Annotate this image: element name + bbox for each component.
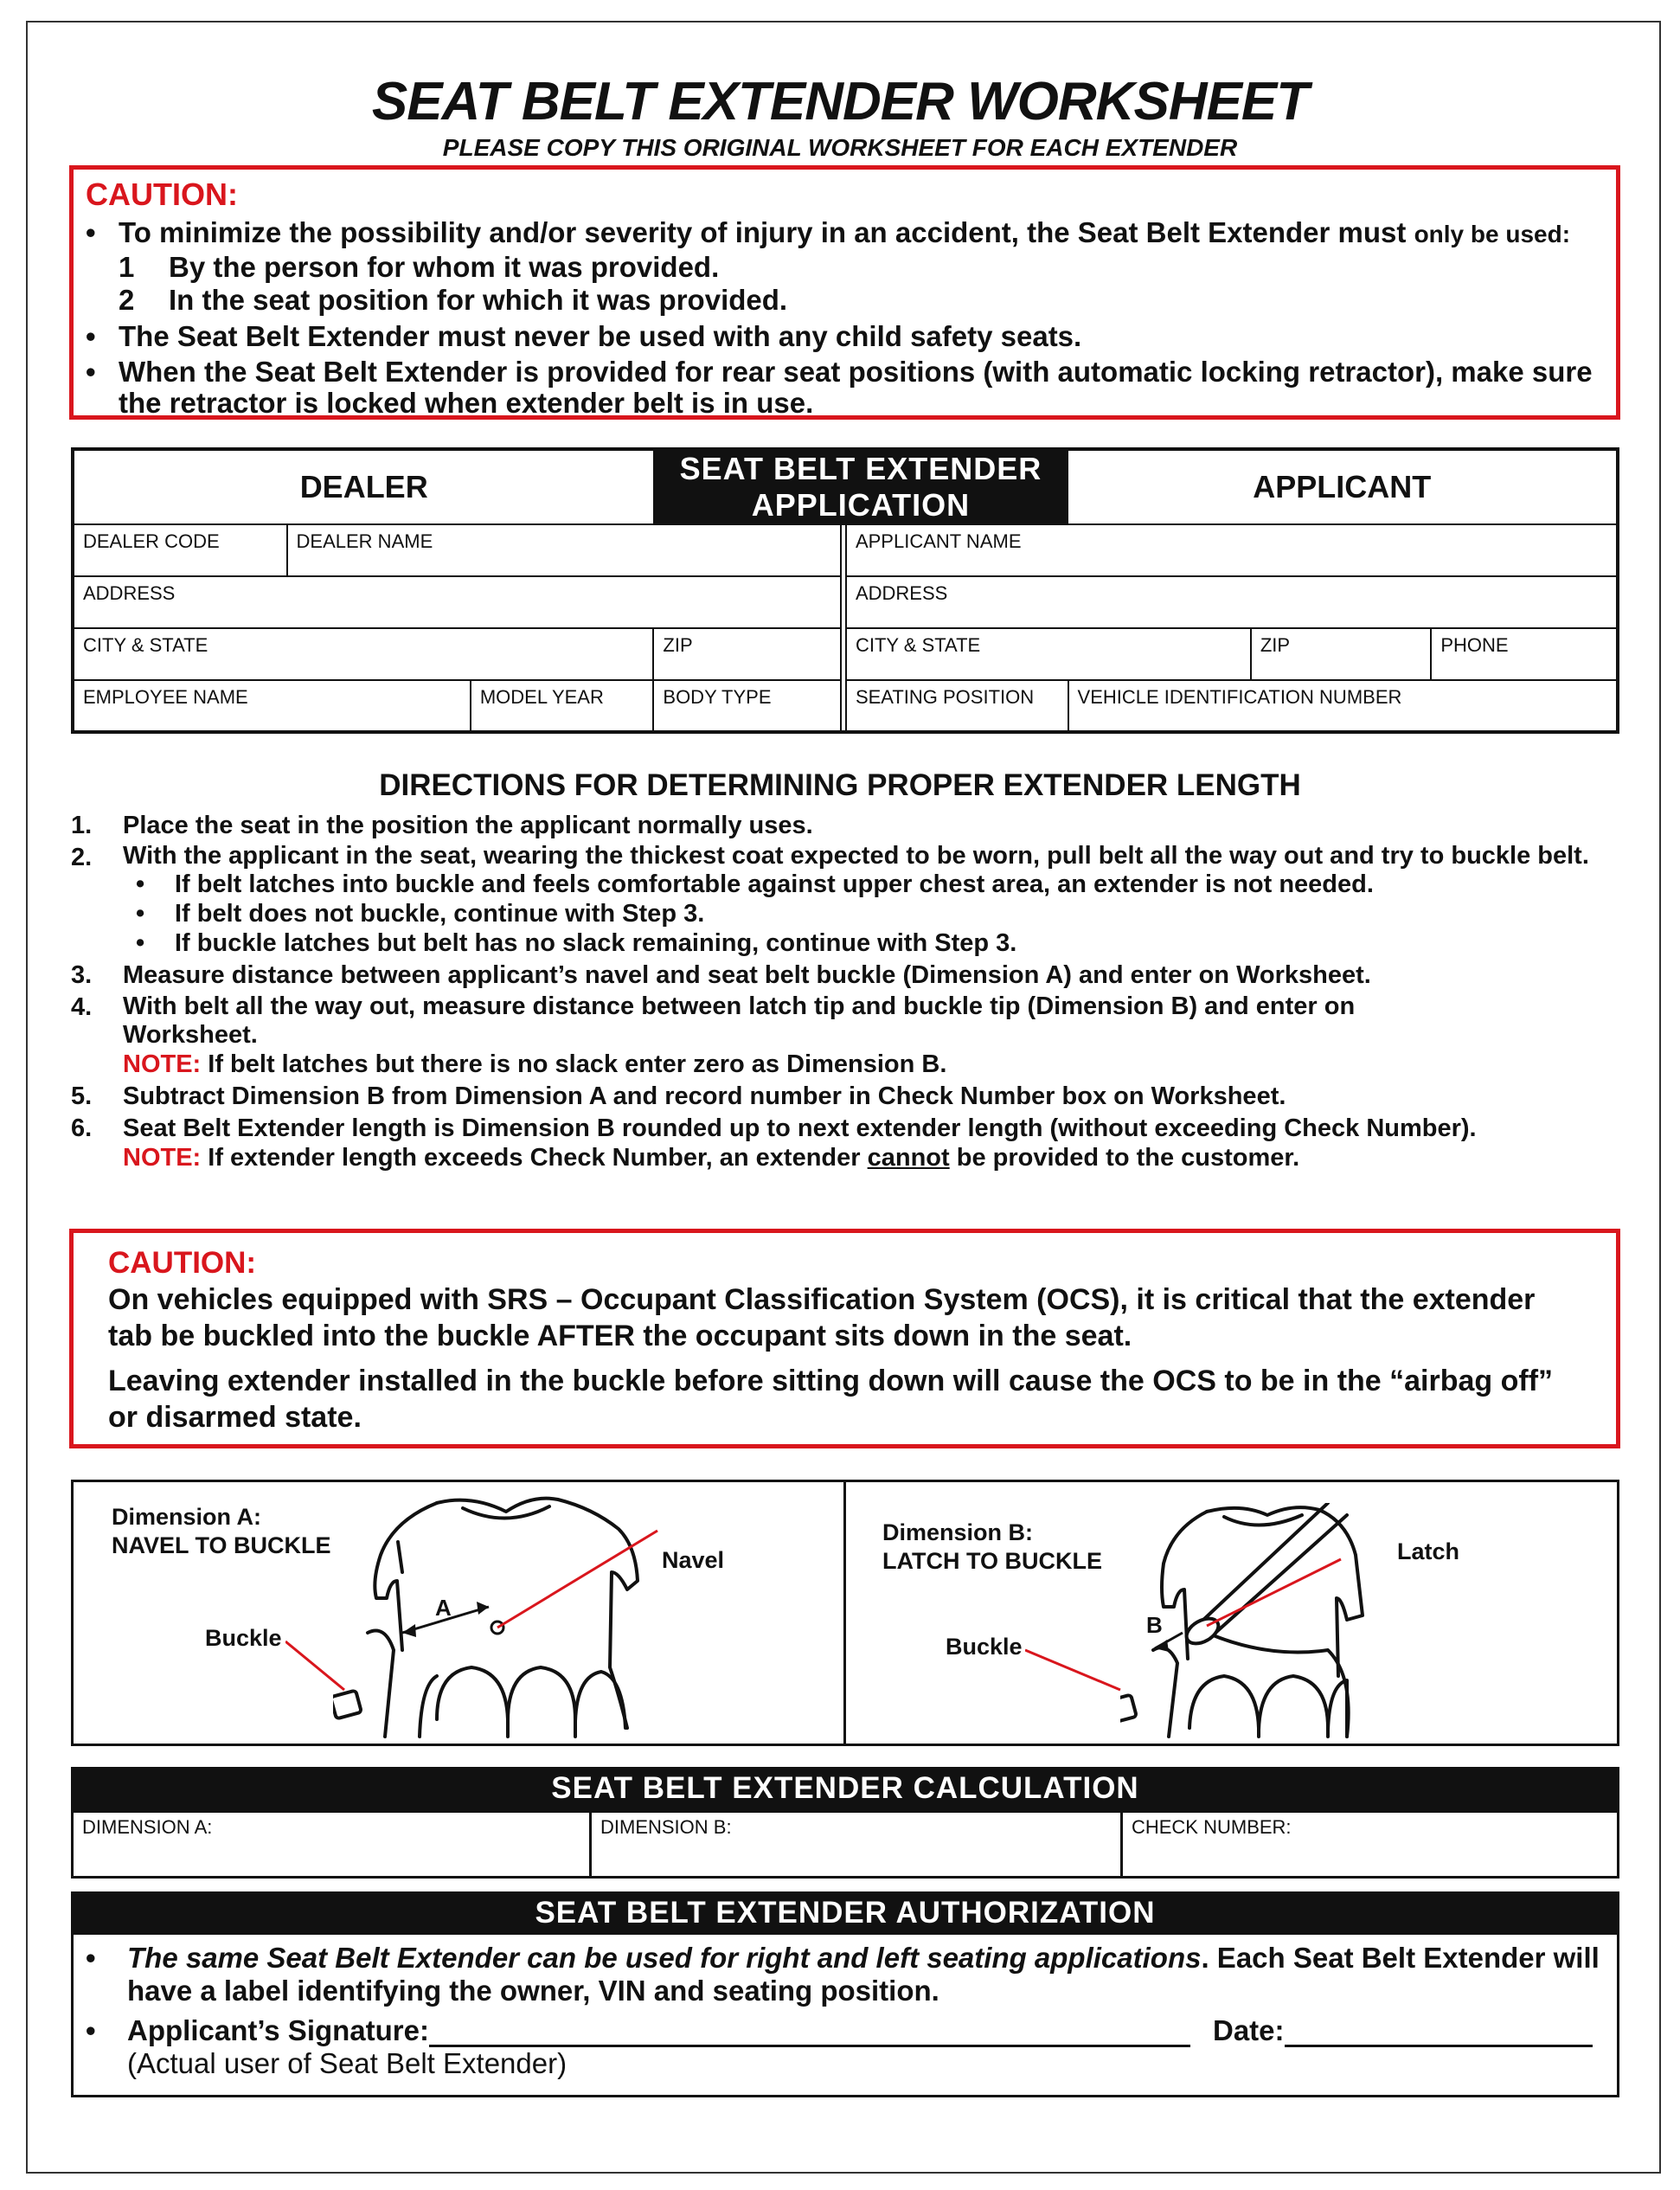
- applicant-zip-field[interactable]: ZIP: [1251, 628, 1431, 680]
- direction-step-4-note: NOTE: If belt latches but there is no slack enter zero as Dimension B.: [123, 1050, 947, 1078]
- applicant-header: APPLICANT: [1068, 449, 1618, 524]
- signature-row: • Applicant’s Signature: Date:: [86, 2014, 1605, 2047]
- directions-heading: DIRECTIONS FOR DETERMINING PROPER EXTENDER LENGTH: [379, 768, 1301, 802]
- check-number-field[interactable]: CHECK NUMBER:: [1121, 1812, 1618, 1878]
- authorization-box: [71, 1935, 1619, 2097]
- direction-step-6-note: NOTE: If extender length exceeds Check Number, an extender cannot be provided to the customer.: [123, 1144, 1300, 1172]
- body-type-field[interactable]: BODY TYPE: [653, 680, 841, 732]
- torso-latch-illustration: [1120, 1503, 1414, 1745]
- calculation-header: SEAT BELT EXTENDER CALCULATION: [71, 1767, 1619, 1810]
- navel-label: Navel: [662, 1547, 725, 1573]
- direction-step-5: 5. Subtract Dimension B from Dimension A and record number in Check Number box on Worksheet.: [71, 1082, 1286, 1110]
- direction-bullet-2b: • If belt does not buckle, continue with Step 3.: [136, 900, 705, 928]
- date-line[interactable]: [1285, 2015, 1593, 2047]
- date-label: Date:: [1212, 2014, 1285, 2046]
- direction-bullet-2c: • If buckle latches but belt has no slack remaining, continue with Step 3.: [136, 929, 1017, 957]
- applicant-city-state-field[interactable]: CITY & STATE: [846, 628, 1251, 680]
- direction-step-6: 6. Seat Belt Extender length is Dimension B rounded up to next extender length (without exceeding Check Number).: [71, 1114, 1477, 1142]
- direction-step-2: 2. With the applicant in the seat, wearing the thickest coat expected to be worn, pull belt all the way out and try to buckle belt.: [71, 842, 1589, 871]
- caution-bullet-3: • When the Seat Belt Extender is provided for rear seat positions (with automatic locking retractor), make sure the retractor is locked when extender belt is in use.: [86, 356, 1593, 419]
- caution-box-ocs: [69, 1229, 1620, 1448]
- applicant-phone-field[interactable]: PHONE: [1431, 628, 1618, 680]
- latch-label: Latch: [1397, 1538, 1460, 1564]
- signature-line[interactable]: [429, 2015, 1190, 2047]
- caution-box-top: [69, 165, 1620, 420]
- directions-list: [71, 811, 1619, 1172]
- authorization-statement: • The same Seat Belt Extender can be used for right and left seating applications. Each Seat Belt Extender will have a label identifying the owner, VIN and seating position.: [86, 1942, 1600, 2007]
- bullet-icon: •: [86, 356, 96, 388]
- buckle-pointer-b: [1025, 1647, 1129, 1699]
- dimension-a-letter: A: [435, 1595, 452, 1621]
- caution-heading: CAUTION:: [86, 177, 238, 212]
- dealer-zip-field[interactable]: ZIP: [653, 628, 841, 680]
- caution-ocs-paragraph-1: On vehicles equipped with SRS – Occupant Classification System (OCS), it is critical that the extender tab be buckled into the buckle AFTER the occupant sits down in the seat.: [108, 1283, 1536, 1352]
- dimension-a-field[interactable]: DIMENSION A:: [73, 1812, 591, 1878]
- caution-heading: CAUTION:: [108, 1246, 257, 1280]
- application-form: [71, 447, 1619, 734]
- direction-step-1: 1. Place the seat in the position the applicant normally uses.: [71, 812, 813, 839]
- caution-numbered-1: 1 By the person for whom it was provided.: [119, 251, 720, 283]
- applicant-address-field[interactable]: ADDRESS: [846, 576, 1618, 628]
- caution-bullet-2: • The Seat Belt Extender must never be used with any child safety seats.: [86, 320, 1082, 352]
- vin-field[interactable]: VEHICLE IDENTIFICATION NUMBER: [1068, 680, 1618, 732]
- dealer-code-field[interactable]: DEALER CODE: [73, 524, 287, 576]
- bullet-icon: •: [86, 320, 96, 352]
- bullet-icon: •: [86, 216, 96, 248]
- model-year-field[interactable]: MODEL YEAR: [471, 680, 654, 732]
- dimension-b-letter: B: [1146, 1612, 1163, 1638]
- caution-ocs-paragraph-2: Leaving extender installed in the buckle before sitting down will cause the OCS to be in the “airbag off” or disarmed state.: [108, 1365, 1554, 1434]
- direction-bullet-2a: • If belt latches into buckle and feels comfortable against upper chest area, an extender is not needed.: [136, 870, 1374, 898]
- dealer-name-field[interactable]: DEALER NAME: [287, 524, 841, 576]
- direction-step-4: 4. With belt all the way out, measure distance between latch tip and buckle tip (Dimension B) and enter on Worksheet.: [71, 992, 1356, 1049]
- dimension-b-title: Dimension B: LATCH TO BUCKLE: [882, 1519, 1102, 1574]
- page-subtitle: PLEASE COPY THIS ORIGINAL WORKSHEET FOR EACH EXTENDER: [442, 134, 1238, 161]
- dealer-address-field[interactable]: ADDRESS: [73, 576, 841, 628]
- dealer-header: DEALER: [73, 449, 653, 524]
- illustration-divider: [843, 1482, 846, 1744]
- torso-navel-illustration: [333, 1494, 696, 1745]
- dimension-b-field[interactable]: DIMENSION B:: [591, 1812, 1122, 1878]
- direction-step-3: 3. Measure distance between applicant’s navel and seat belt buckle (Dimension A) and enter on Worksheet.: [71, 961, 1371, 989]
- dimension-illustrations: [71, 1480, 1619, 1746]
- employee-name-field[interactable]: EMPLOYEE NAME: [73, 680, 471, 732]
- signature-note: (Actual user of Seat Belt Extender): [127, 2047, 567, 2079]
- buckle-label-b: Buckle: [946, 1634, 1023, 1660]
- seating-position-field[interactable]: SEATING POSITION: [846, 680, 1068, 732]
- calculation-form: [71, 1810, 1619, 1879]
- page-title: SEAT BELT EXTENDER WORKSHEET: [371, 72, 1309, 132]
- authorization-header: SEAT BELT EXTENDER AUTHORIZATION: [71, 1891, 1619, 1935]
- dimension-a-title: Dimension A: NAVEL TO BUCKLE: [112, 1504, 331, 1558]
- signature-label: Applicant’s Signature:: [127, 2014, 429, 2046]
- applicant-name-field[interactable]: APPLICANT NAME: [846, 524, 1618, 576]
- caution-numbered-2: 2 In the seat position for which it was provided.: [119, 284, 788, 316]
- dealer-city-state-field[interactable]: CITY & STATE: [73, 628, 653, 680]
- buckle-pointer-a: [285, 1638, 346, 1699]
- application-header: SEAT BELT EXTENDER APPLICATION: [653, 449, 1068, 524]
- caution-bullet-1: • To minimize the possibility and/or severity of injury in an accident, the Seat Belt Extender must only be used:: [86, 216, 1571, 248]
- buckle-label-a: Buckle: [205, 1625, 282, 1651]
